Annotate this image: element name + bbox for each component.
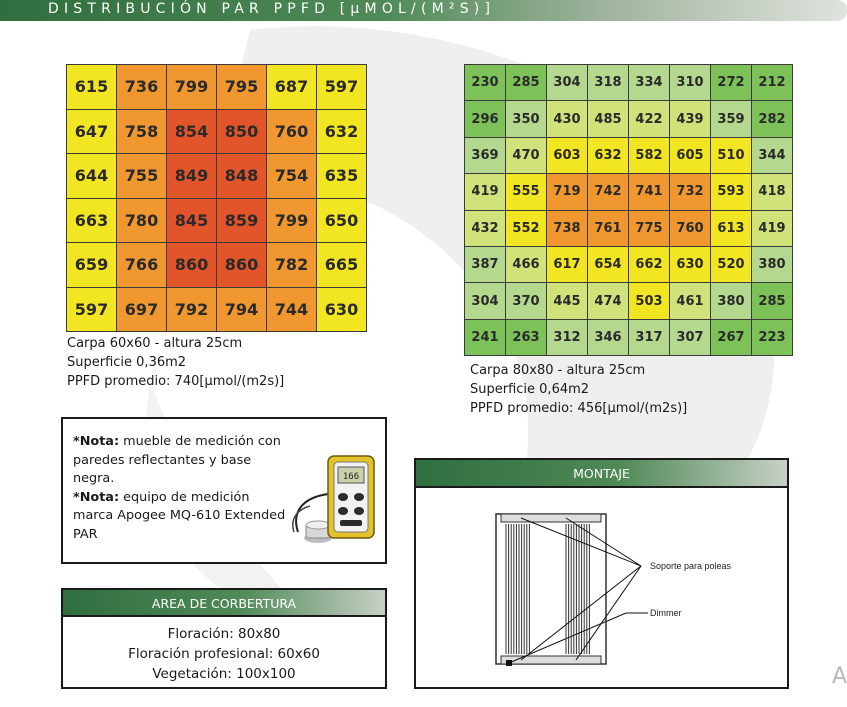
grid-cell: 665 <box>317 243 367 288</box>
grid-cell: 758 <box>117 109 167 154</box>
grid-row <box>67 109 367 154</box>
grid-row <box>465 174 793 210</box>
grid-cell: 334 <box>629 65 670 101</box>
grid-cell: 510 <box>711 137 752 173</box>
grid-row <box>67 287 367 332</box>
grid-cell: 775 <box>629 210 670 246</box>
caption-ppfd-promedio: PPFD promedio: 456[μmol/(m2s)] <box>470 401 688 416</box>
montaje-diagram <box>416 488 787 687</box>
grid-cell: 794 <box>217 287 267 332</box>
caption-carpa: Carpa 80x80 - altura 25cm <box>470 363 646 378</box>
grid-cell: 503 <box>629 283 670 319</box>
grid-cell: 732 <box>670 174 711 210</box>
grid-cell: 644 <box>67 154 117 199</box>
grid-cell: 552 <box>506 210 547 246</box>
grid-cell: 741 <box>629 174 670 210</box>
grid-row <box>465 65 793 101</box>
grid-cell: 650 <box>317 198 367 243</box>
grid-row <box>465 210 793 246</box>
caption-superficie: Superficie 0,64m2 <box>470 382 590 397</box>
area-cobertura-list <box>63 617 385 684</box>
grid-cell: 380 <box>711 283 752 319</box>
top-banner <box>0 0 847 21</box>
grid-row <box>465 319 793 355</box>
grid-cell: 369 <box>465 137 506 173</box>
grid-cell: 230 <box>465 65 506 101</box>
grid-cell: 318 <box>588 65 629 101</box>
grid-cell: 603 <box>547 137 588 173</box>
grid-cell: 860 <box>167 243 217 288</box>
grid-cell: 761 <box>588 210 629 246</box>
grid-cell: 615 <box>67 65 117 110</box>
area-line-floracion-profesional: Floración profesional: 60x60 <box>128 646 320 662</box>
grid-cell: 223 <box>752 319 793 355</box>
grid-cell: 792 <box>167 287 217 332</box>
grid-cell: 697 <box>117 287 167 332</box>
grid-cell: 755 <box>117 154 167 199</box>
grid-cell: 854 <box>167 109 217 154</box>
grid-cell: 285 <box>752 283 793 319</box>
nota-box <box>61 417 387 564</box>
area-line-floracion: Floración: 80x80 <box>167 626 281 642</box>
ppfd-grid-60x60 <box>66 64 367 332</box>
caption-ppfd-promedio: PPFD promedio: 740[μmol/(m2s)] <box>67 374 285 389</box>
grid-row <box>67 65 367 110</box>
grid-cell: 430 <box>547 101 588 137</box>
grid-cell: 654 <box>588 246 629 282</box>
apogee-meter-icon <box>288 454 378 546</box>
grid-cell: 795 <box>217 65 267 110</box>
grid-row <box>67 198 367 243</box>
grid-cell: 845 <box>167 198 217 243</box>
label-soporte-poleas: Soporte para poleas <box>650 561 732 571</box>
area-line-vegetacion: Vegetación: 100x100 <box>152 666 296 682</box>
grid-row <box>67 243 367 288</box>
area-cobertura-title: AREA DE CORBERTURA <box>63 590 385 617</box>
grid-cell: 760 <box>267 109 317 154</box>
grid-cell: 380 <box>752 246 793 282</box>
grid-cell: 387 <box>465 246 506 282</box>
montaje-title: MONTAJE <box>416 460 787 488</box>
grid-cell: 241 <box>465 319 506 355</box>
grid-cell: 860 <box>217 243 267 288</box>
grid-cell: 662 <box>629 246 670 282</box>
ppfd-grid-80x80 <box>464 64 793 356</box>
grid-cell: 848 <box>217 154 267 199</box>
grid-cell: 613 <box>711 210 752 246</box>
grid-cell: 859 <box>217 198 267 243</box>
grid-cell: 597 <box>317 65 367 110</box>
grid-cell: 782 <box>267 243 317 288</box>
grid-cell: 422 <box>629 101 670 137</box>
grid-cell: 470 <box>506 137 547 173</box>
label-dimmer: Dimmer <box>650 608 682 618</box>
grid-cell: 719 <box>547 174 588 210</box>
grid-cell: 439 <box>670 101 711 137</box>
grid-cell: 350 <box>506 101 547 137</box>
grid-cell: 296 <box>465 101 506 137</box>
grid-cell: 310 <box>670 65 711 101</box>
grid-cell: 312 <box>547 319 588 355</box>
nota-text-2: equipo de medición marca Apogee MQ-610 Extended PAR <box>73 489 286 542</box>
grid-cell: 849 <box>167 154 217 199</box>
grid-cell: 555 <box>506 174 547 210</box>
grid-cell: 630 <box>317 287 367 332</box>
caption-60x60 <box>67 334 284 391</box>
grid-cell: 419 <box>752 210 793 246</box>
grid-cell: 754 <box>267 154 317 199</box>
grid-cell: 304 <box>465 283 506 319</box>
grid-cell: 418 <box>752 174 793 210</box>
grid-cell: 344 <box>752 137 793 173</box>
nota-label: *Nota: <box>73 489 120 505</box>
grid-cell: 742 <box>588 174 629 210</box>
caption-carpa: Carpa 60x60 - altura 25cm <box>67 336 243 351</box>
nota-label: *Nota: <box>73 434 120 449</box>
grid-cell: 285 <box>506 65 547 101</box>
grid-cell: 760 <box>670 210 711 246</box>
grid-cell: 736 <box>117 65 167 110</box>
grid-cell: 635 <box>317 154 367 199</box>
grid-cell: 766 <box>117 243 167 288</box>
grid-cell: 263 <box>506 319 547 355</box>
meter-display-text: 166 <box>342 472 360 482</box>
grid-row <box>67 154 367 199</box>
grid-cell: 307 <box>670 319 711 355</box>
grid-cell: 272 <box>711 65 752 101</box>
grid-cell: 687 <box>267 65 317 110</box>
grid-cell: 617 <box>547 246 588 282</box>
grid-cell: 474 <box>588 283 629 319</box>
grid-cell: 359 <box>711 101 752 137</box>
grid-cell: 799 <box>267 198 317 243</box>
grid-cell: 282 <box>752 101 793 137</box>
grid-cell: 582 <box>629 137 670 173</box>
grid-cell: 317 <box>629 319 670 355</box>
caption-80x80 <box>470 361 687 418</box>
grid-cell: 466 <box>506 246 547 282</box>
grid-cell: 304 <box>547 65 588 101</box>
grid-cell: 780 <box>117 198 167 243</box>
grid-cell: 593 <box>711 174 752 210</box>
montaje-box <box>414 458 789 689</box>
grid-cell: 659 <box>67 243 117 288</box>
nota-text <box>73 433 288 544</box>
grid-cell: 663 <box>67 198 117 243</box>
grid-row <box>465 101 793 137</box>
grid-cell: 445 <box>547 283 588 319</box>
grid-cell: 485 <box>588 101 629 137</box>
side-letter: A <box>831 664 847 689</box>
grid-cell: 744 <box>267 287 317 332</box>
grid-cell: 799 <box>167 65 217 110</box>
grid-cell: 370 <box>506 283 547 319</box>
grid-cell: 850 <box>217 109 267 154</box>
grid-cell: 605 <box>670 137 711 173</box>
grid-cell: 461 <box>670 283 711 319</box>
grid-cell: 346 <box>588 319 629 355</box>
grid-cell: 630 <box>670 246 711 282</box>
page-title: DISTRIBUCIÓN PAR PPFD [μMOL/(M²S)] <box>48 1 496 17</box>
grid-cell: 632 <box>317 109 367 154</box>
grid-row <box>465 283 793 319</box>
grid-cell: 432 <box>465 210 506 246</box>
grid-row <box>465 246 793 282</box>
grid-cell: 267 <box>711 319 752 355</box>
grid-cell: 597 <box>67 287 117 332</box>
grid-cell: 520 <box>711 246 752 282</box>
nota-text-1: mueble de medición con paredes reflectantes y base negra. <box>73 434 281 486</box>
area-cobertura-box <box>61 588 387 689</box>
grid-cell: 419 <box>465 174 506 210</box>
grid-cell: 738 <box>547 210 588 246</box>
grid-cell: 647 <box>67 109 117 154</box>
grid-cell: 632 <box>588 137 629 173</box>
grid-cell: 212 <box>752 65 793 101</box>
caption-superficie: Superficie 0,36m2 <box>67 355 187 370</box>
grid-row <box>465 137 793 173</box>
